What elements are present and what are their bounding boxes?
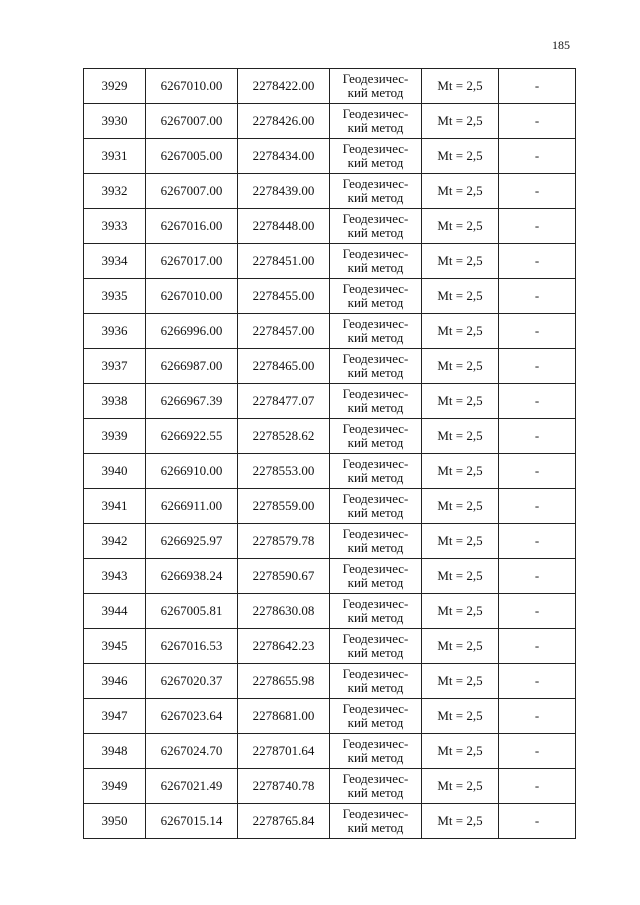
y-coordinate-cell: 2278590.67 — [238, 559, 330, 594]
y-coordinate-cell: 2278477.07 — [238, 384, 330, 419]
table-row — [84, 174, 576, 209]
table-row — [84, 524, 576, 559]
accuracy-cell: Mt = 2,5 — [422, 734, 499, 769]
point-number-cell: 3937 — [84, 349, 146, 384]
point-number-cell: 3946 — [84, 664, 146, 699]
accuracy-cell: Mt = 2,5 — [422, 314, 499, 349]
method-cell — [330, 489, 422, 524]
x-coordinate-cell: 6267016.00 — [146, 209, 238, 244]
point-number-cell: 3936 — [84, 314, 146, 349]
method-cell — [330, 174, 422, 209]
method-line-1: Геодезичес- — [342, 456, 409, 471]
accuracy-cell: Mt = 2,5 — [422, 629, 499, 664]
page-number: 185 — [552, 38, 570, 52]
table-row — [84, 104, 576, 139]
y-coordinate-cell: 2278448.00 — [238, 209, 330, 244]
method-line-2: кий метод — [347, 785, 404, 800]
method-cell — [330, 804, 422, 839]
method-line-2: кий метод — [347, 120, 404, 135]
accuracy-cell: Mt = 2,5 — [422, 349, 499, 384]
accuracy-cell: Mt = 2,5 — [422, 69, 499, 104]
x-coordinate-cell: 6267005.81 — [146, 594, 238, 629]
method-line-2: кий метод — [347, 435, 404, 450]
method-cell — [330, 524, 422, 559]
x-coordinate-cell: 6267005.00 — [146, 139, 238, 174]
method-cell — [330, 279, 422, 314]
method-cell — [330, 139, 422, 174]
x-coordinate-cell: 6266925.97 — [146, 524, 238, 559]
accuracy-cell: Mt = 2,5 — [422, 244, 499, 279]
method-line-2: кий метод — [347, 295, 404, 310]
method-line-2: кий метод — [347, 260, 404, 275]
point-number-cell: 3934 — [84, 244, 146, 279]
point-number-cell: 3940 — [84, 454, 146, 489]
method-line-2: кий метод — [347, 365, 404, 380]
x-coordinate-cell: 6267017.00 — [146, 244, 238, 279]
x-coordinate-cell: 6266967.39 — [146, 384, 238, 419]
point-number-cell: 3933 — [84, 209, 146, 244]
x-coordinate-cell: 6267023.64 — [146, 699, 238, 734]
table-row — [84, 419, 576, 454]
method-line-1: Геодезичес- — [342, 526, 409, 541]
note-cell: - — [499, 594, 576, 629]
note-cell: - — [499, 279, 576, 314]
y-coordinate-cell: 2278740.78 — [238, 769, 330, 804]
y-coordinate-cell: 2278579.78 — [238, 524, 330, 559]
coordinates-table — [83, 68, 576, 839]
y-coordinate-cell: 2278655.98 — [238, 664, 330, 699]
note-cell: - — [499, 489, 576, 524]
accuracy-cell: Mt = 2,5 — [422, 594, 499, 629]
note-cell: - — [499, 139, 576, 174]
note-cell: - — [499, 769, 576, 804]
method-line-1: Геодезичес- — [342, 771, 409, 786]
y-coordinate-cell: 2278642.23 — [238, 629, 330, 664]
x-coordinate-cell: 6266911.00 — [146, 489, 238, 524]
y-coordinate-cell: 2278422.00 — [238, 69, 330, 104]
method-line-1: Геодезичес- — [342, 351, 409, 366]
table-row — [84, 314, 576, 349]
method-cell — [330, 559, 422, 594]
table-row — [84, 349, 576, 384]
table-row — [84, 734, 576, 769]
method-line-1: Геодезичес- — [342, 106, 409, 121]
note-cell: - — [499, 349, 576, 384]
point-number-cell: 3948 — [84, 734, 146, 769]
method-cell — [330, 69, 422, 104]
method-line-2: кий метод — [347, 330, 404, 345]
note-cell: - — [499, 69, 576, 104]
method-line-2: кий метод — [347, 680, 404, 695]
accuracy-cell: Mt = 2,5 — [422, 559, 499, 594]
point-number-cell: 3935 — [84, 279, 146, 314]
method-cell — [330, 314, 422, 349]
x-coordinate-cell: 6266996.00 — [146, 314, 238, 349]
method-line-1: Геодезичес- — [342, 141, 409, 156]
y-coordinate-cell: 2278701.64 — [238, 734, 330, 769]
note-cell: - — [499, 244, 576, 279]
table-row — [84, 804, 576, 839]
table-row — [84, 244, 576, 279]
x-coordinate-cell: 6267024.70 — [146, 734, 238, 769]
note-cell: - — [499, 559, 576, 594]
y-coordinate-cell: 2278559.00 — [238, 489, 330, 524]
note-cell: - — [499, 524, 576, 559]
accuracy-cell: Mt = 2,5 — [422, 769, 499, 804]
method-cell — [330, 769, 422, 804]
x-coordinate-cell: 6267015.14 — [146, 804, 238, 839]
table-row — [84, 279, 576, 314]
method-line-2: кий метод — [347, 610, 404, 625]
method-line-1: Геодезичес- — [342, 176, 409, 191]
x-coordinate-cell: 6266987.00 — [146, 349, 238, 384]
method-line-1: Геодезичес- — [342, 246, 409, 261]
accuracy-cell: Mt = 2,5 — [422, 419, 499, 454]
accuracy-cell: Mt = 2,5 — [422, 489, 499, 524]
table-row — [84, 489, 576, 524]
point-number-cell: 3949 — [84, 769, 146, 804]
note-cell: - — [499, 699, 576, 734]
accuracy-cell: Mt = 2,5 — [422, 104, 499, 139]
table-row — [84, 384, 576, 419]
method-cell — [330, 349, 422, 384]
table-row — [84, 594, 576, 629]
table-row — [84, 664, 576, 699]
x-coordinate-cell: 6267016.53 — [146, 629, 238, 664]
accuracy-cell: Mt = 2,5 — [422, 279, 499, 314]
method-cell — [330, 244, 422, 279]
method-line-2: кий метод — [347, 575, 404, 590]
point-number-cell: 3944 — [84, 594, 146, 629]
method-line-2: кий метод — [347, 715, 404, 730]
accuracy-cell: Mt = 2,5 — [422, 804, 499, 839]
point-number-cell: 3930 — [84, 104, 146, 139]
y-coordinate-cell: 2278434.00 — [238, 139, 330, 174]
y-coordinate-cell: 2278455.00 — [238, 279, 330, 314]
y-coordinate-cell: 2278553.00 — [238, 454, 330, 489]
method-line-1: Геодезичес- — [342, 421, 409, 436]
method-line-1: Геодезичес- — [342, 316, 409, 331]
method-line-1: Геодезичес- — [342, 806, 409, 821]
method-cell — [330, 209, 422, 244]
x-coordinate-cell: 6267020.37 — [146, 664, 238, 699]
method-line-1: Геодезичес- — [342, 736, 409, 751]
x-coordinate-cell: 6267007.00 — [146, 104, 238, 139]
point-number-cell: 3947 — [84, 699, 146, 734]
method-line-2: кий метод — [347, 85, 404, 100]
method-line-2: кий метод — [347, 190, 404, 205]
point-number-cell: 3931 — [84, 139, 146, 174]
accuracy-cell: Mt = 2,5 — [422, 524, 499, 559]
accuracy-cell: Mt = 2,5 — [422, 664, 499, 699]
note-cell: - — [499, 209, 576, 244]
method-line-1: Геодезичес- — [342, 596, 409, 611]
method-line-1: Геодезичес- — [342, 666, 409, 681]
y-coordinate-cell: 2278451.00 — [238, 244, 330, 279]
accuracy-cell: Mt = 2,5 — [422, 384, 499, 419]
method-line-1: Геодезичес- — [342, 701, 409, 716]
method-line-1: Геодезичес- — [342, 281, 409, 296]
method-cell — [330, 734, 422, 769]
point-number-cell: 3939 — [84, 419, 146, 454]
table-row — [84, 559, 576, 594]
point-number-cell: 3932 — [84, 174, 146, 209]
x-coordinate-cell: 6266910.00 — [146, 454, 238, 489]
method-line-2: кий метод — [347, 750, 404, 765]
note-cell: - — [499, 734, 576, 769]
method-cell — [330, 699, 422, 734]
note-cell: - — [499, 419, 576, 454]
method-line-1: Геодезичес- — [342, 211, 409, 226]
method-line-1: Геодезичес- — [342, 631, 409, 646]
x-coordinate-cell: 6267021.49 — [146, 769, 238, 804]
method-line-1: Геодезичес- — [342, 491, 409, 506]
y-coordinate-cell: 2278439.00 — [238, 174, 330, 209]
x-coordinate-cell: 6266938.24 — [146, 559, 238, 594]
y-coordinate-cell: 2278681.00 — [238, 699, 330, 734]
method-line-2: кий метод — [347, 225, 404, 240]
accuracy-cell: Mt = 2,5 — [422, 139, 499, 174]
y-coordinate-cell: 2278630.08 — [238, 594, 330, 629]
table-row — [84, 454, 576, 489]
y-coordinate-cell: 2278457.00 — [238, 314, 330, 349]
point-number-cell: 3950 — [84, 804, 146, 839]
method-cell — [330, 104, 422, 139]
method-line-1: Геодезичес- — [342, 561, 409, 576]
point-number-cell: 3945 — [84, 629, 146, 664]
method-line-2: кий метод — [347, 645, 404, 660]
method-cell — [330, 664, 422, 699]
point-number-cell: 3943 — [84, 559, 146, 594]
point-number-cell: 3938 — [84, 384, 146, 419]
point-number-cell: 3929 — [84, 69, 146, 104]
method-line-2: кий метод — [347, 820, 404, 835]
y-coordinate-cell: 2278528.62 — [238, 419, 330, 454]
accuracy-cell: Mt = 2,5 — [422, 454, 499, 489]
accuracy-cell: Mt = 2,5 — [422, 174, 499, 209]
note-cell: - — [499, 104, 576, 139]
table-row — [84, 139, 576, 174]
method-cell — [330, 384, 422, 419]
method-cell — [330, 454, 422, 489]
table-row — [84, 629, 576, 664]
method-cell — [330, 594, 422, 629]
note-cell: - — [499, 664, 576, 699]
method-line-2: кий метод — [347, 540, 404, 555]
note-cell: - — [499, 454, 576, 489]
note-cell: - — [499, 629, 576, 664]
note-cell: - — [499, 384, 576, 419]
accuracy-cell: Mt = 2,5 — [422, 209, 499, 244]
method-line-2: кий метод — [347, 470, 404, 485]
coordinates-table-body — [84, 69, 576, 839]
x-coordinate-cell: 6266922.55 — [146, 419, 238, 454]
method-cell — [330, 419, 422, 454]
method-cell — [330, 629, 422, 664]
y-coordinate-cell: 2278765.84 — [238, 804, 330, 839]
x-coordinate-cell: 6267007.00 — [146, 174, 238, 209]
note-cell: - — [499, 804, 576, 839]
method-line-1: Геодезичес- — [342, 71, 409, 86]
note-cell: - — [499, 314, 576, 349]
table-row — [84, 769, 576, 804]
method-line-2: кий метод — [347, 155, 404, 170]
y-coordinate-cell: 2278426.00 — [238, 104, 330, 139]
table-row — [84, 69, 576, 104]
point-number-cell: 3942 — [84, 524, 146, 559]
point-number-cell: 3941 — [84, 489, 146, 524]
method-line-1: Геодезичес- — [342, 386, 409, 401]
table-row — [84, 209, 576, 244]
note-cell: - — [499, 174, 576, 209]
accuracy-cell: Mt = 2,5 — [422, 699, 499, 734]
x-coordinate-cell: 6267010.00 — [146, 69, 238, 104]
method-line-2: кий метод — [347, 400, 404, 415]
method-line-2: кий метод — [347, 505, 404, 520]
x-coordinate-cell: 6267010.00 — [146, 279, 238, 314]
y-coordinate-cell: 2278465.00 — [238, 349, 330, 384]
table-row — [84, 699, 576, 734]
